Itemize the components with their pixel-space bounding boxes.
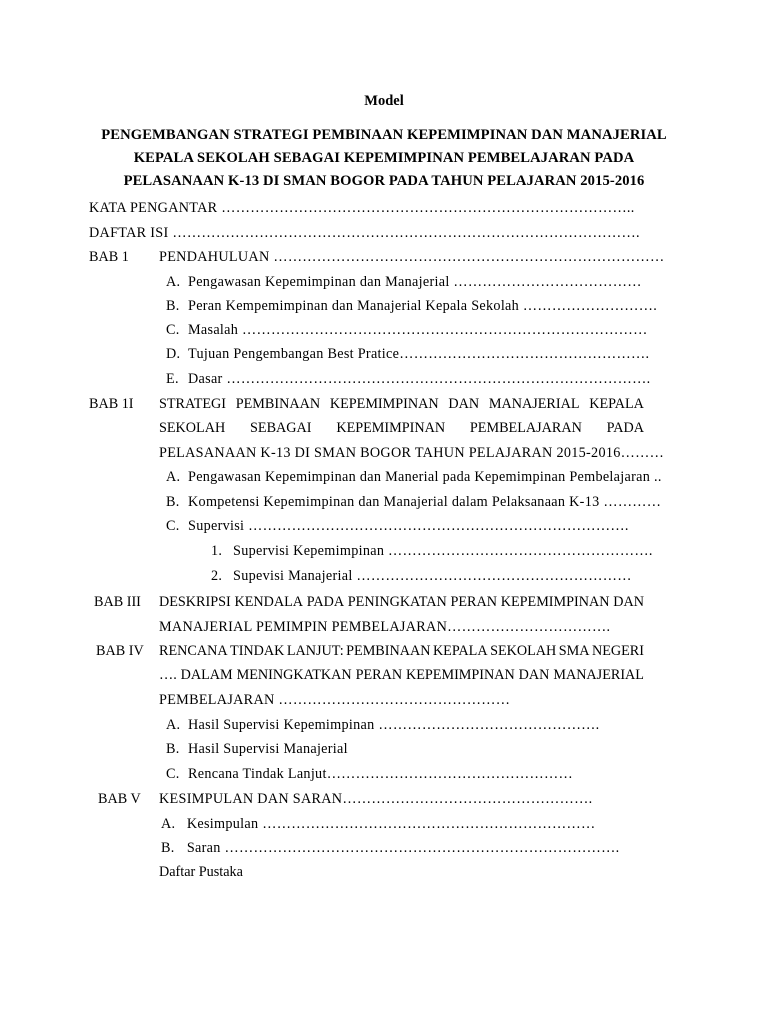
list-item-text: Hasil Supervisi Manajerial xyxy=(188,741,348,757)
list-item-text: Supervisi ……………………………………………………………………. xyxy=(188,518,629,534)
list-marker: B. xyxy=(166,298,180,314)
toc-bab2-item-b xyxy=(166,494,661,511)
list-item-text: Rencana Tindak Lanjut…………………………………………… xyxy=(188,766,573,782)
toc-bab1-item-a xyxy=(166,274,642,291)
list-marker: A. xyxy=(166,469,181,485)
toc-bab1-item-c xyxy=(166,322,648,339)
toc-bab3-title-line-1 xyxy=(159,594,644,611)
list-item-text: Masalah ………………………………………………………………………… xyxy=(188,322,648,338)
title-word: TINDAK xyxy=(230,643,285,659)
list-item-text: Saran ………………………………………………………………………. xyxy=(183,840,620,856)
title-word: PEMBINAAN xyxy=(346,643,431,659)
title-word: PERAN xyxy=(355,667,403,683)
title-word: MENINGKATKAN xyxy=(236,667,352,683)
toc-bab4-label: BAB IV xyxy=(96,643,144,659)
title-word: PEMBINAAN xyxy=(235,396,321,412)
toc-bab1-item-b xyxy=(166,298,657,315)
list-item-text: Kompetensi Kepemimpinan dan Manajerial dalam Pelaksanaan K-13 ………… xyxy=(188,494,662,510)
toc-kata-pengantar: KATA PENGANTAR ………………………………………………………………………….. xyxy=(89,200,635,216)
toc-bab1-item-d xyxy=(166,346,649,363)
list-marker: B. xyxy=(161,840,175,856)
toc-bab2-item-a xyxy=(166,469,662,486)
toc-bab5-label: BAB V xyxy=(98,791,141,807)
toc-bab2-item-c xyxy=(166,518,629,535)
title-word: LANJUT: xyxy=(286,643,344,659)
list-item-text: Pengawasan Kepemimpinan dan Manajerial ………………………………… xyxy=(188,274,642,290)
title-word: KEPEMIMPINAN xyxy=(336,420,446,436)
title-word: KEPEMIMPINAN xyxy=(500,594,610,610)
document-heading-line-2: KEPALA SEKOLAH SEBAGAI KEPEMIMPINAN PEMBELAJARAN PADA xyxy=(133,150,635,166)
title-word: KENDALA xyxy=(234,594,304,610)
title-word: PEMBELAJARAN xyxy=(469,420,582,436)
title-word: SEKOLAH xyxy=(159,420,226,436)
list-marker: B. xyxy=(166,741,180,757)
title-word: KEPALA xyxy=(432,643,488,659)
toc-bab5-item-b xyxy=(161,840,620,857)
toc-bab5-title: KESIMPULAN DAN SARAN……………………………………………. xyxy=(159,791,593,807)
list-marker: A. xyxy=(166,274,181,290)
title-word: …. xyxy=(159,667,177,683)
list-item-text: Pengawasan Kepemimpinan dan Manerial pada Kepemimpinan Pembelajaran .. xyxy=(188,469,662,485)
list-item-text: Tujuan Pengembangan Best Pratice……………………………………………. xyxy=(188,346,650,362)
title-word: SEKOLAH xyxy=(490,643,557,659)
document-heading-line-1: PENGEMBANGAN STRATEGI PEMBINAAN KEPEMIMPINAN DAN MANAJERIAL xyxy=(101,127,667,143)
toc-daftar-isi: DAFTAR ISI ……………………………………………………………………………………. xyxy=(89,225,640,241)
toc-bab4-title-line-3: PEMBELAJARAN ………………………………………… xyxy=(159,692,511,708)
list-item-text: Hasil Supervisi Kepemimpinan ………………………………………. xyxy=(188,717,600,733)
toc-bab2-title-line-3: PELASANAAN K-13 DI SMAN BOGOR TAHUN PELAJARAN 2015-2016……… xyxy=(159,445,665,461)
list-item-text: Peran Kempemimpinan dan Manajerial Kepala Sekolah ………………………. xyxy=(188,298,658,314)
title-word: NEGERI xyxy=(591,643,644,659)
title-word: MANAJERIAL xyxy=(488,396,580,412)
toc-bab2-subitem-2 xyxy=(211,568,632,585)
list-marker: B. xyxy=(166,494,180,510)
list-marker: C. xyxy=(166,518,180,534)
list-marker: C. xyxy=(166,322,180,338)
title-word: DALAM xyxy=(180,667,233,683)
title-word: STRATEGI xyxy=(159,396,226,412)
title-word: RENCANA xyxy=(159,643,228,659)
toc-bab3-title-line-2: MANAJERIAL PEMIMPIN PEMBELAJARAN……………………………. xyxy=(159,619,611,635)
list-marker: A. xyxy=(161,816,176,832)
document-title: Model xyxy=(364,93,404,109)
list-marker: E. xyxy=(166,371,179,387)
title-word: PENINGKATAN xyxy=(347,594,447,610)
document-heading-line-3: PELASANAAN K-13 DI SMAN BOGOR PADA TAHUN PELAJARAN 2015-2016 xyxy=(123,173,645,189)
toc-bab2-title-line-2 xyxy=(159,420,644,437)
list-marker: C. xyxy=(166,766,180,782)
title-word: DESKRIPSI xyxy=(159,594,231,610)
title-word: PADA xyxy=(606,420,644,436)
title-word: DAN xyxy=(613,594,644,610)
list-marker: 1. xyxy=(211,543,223,559)
title-word: SEBAGAI xyxy=(250,420,312,436)
title-word: KEPEMIMPINAN xyxy=(405,667,515,683)
list-item-text: Supevisi Manajerial ………………………………………………… xyxy=(233,568,632,584)
title-word: KEPALA xyxy=(589,396,644,412)
toc-bab5-item-a xyxy=(161,816,595,833)
title-word: DAN xyxy=(518,667,550,683)
title-word: KEPEMIMPINAN xyxy=(329,396,439,412)
toc-bab2-label: BAB 1I xyxy=(89,396,134,412)
list-marker: A. xyxy=(166,717,181,733)
list-marker: 2. xyxy=(211,568,223,584)
toc-bab1-label: BAB 1 xyxy=(89,249,129,265)
title-word: SMA xyxy=(558,643,590,659)
toc-bab4-item-c xyxy=(166,766,573,783)
list-marker: D. xyxy=(166,346,181,362)
toc-bab4-item-a xyxy=(166,717,600,734)
title-word: PADA xyxy=(306,594,345,610)
title-word: DAN xyxy=(448,396,480,412)
title-word: MANAJERIAL xyxy=(553,667,644,683)
list-item-text: Kesimpulan …………………………………………………………… xyxy=(183,816,596,832)
toc-bab1-title: PENDAHULUAN ……………………………………………………………………… xyxy=(159,249,665,265)
list-item-text: Supervisi Kepemimpinan ………………………………………………. xyxy=(233,543,653,559)
toc-bab4-title-line-1 xyxy=(159,643,644,660)
list-item-text: Dasar ……………………………………………………………………………. xyxy=(188,371,651,387)
toc-bab2-subitem-1 xyxy=(211,543,653,560)
title-word: PERAN xyxy=(450,594,497,610)
toc-bab4-item-b xyxy=(166,741,348,758)
toc-bab1-item-e xyxy=(166,371,650,388)
toc-bab3-label: BAB III xyxy=(94,594,141,610)
toc-bab4-title-line-2 xyxy=(159,667,644,684)
toc-bab2-title-line-1 xyxy=(159,396,644,413)
toc-daftar-pustaka: Daftar Pustaka xyxy=(159,864,243,880)
